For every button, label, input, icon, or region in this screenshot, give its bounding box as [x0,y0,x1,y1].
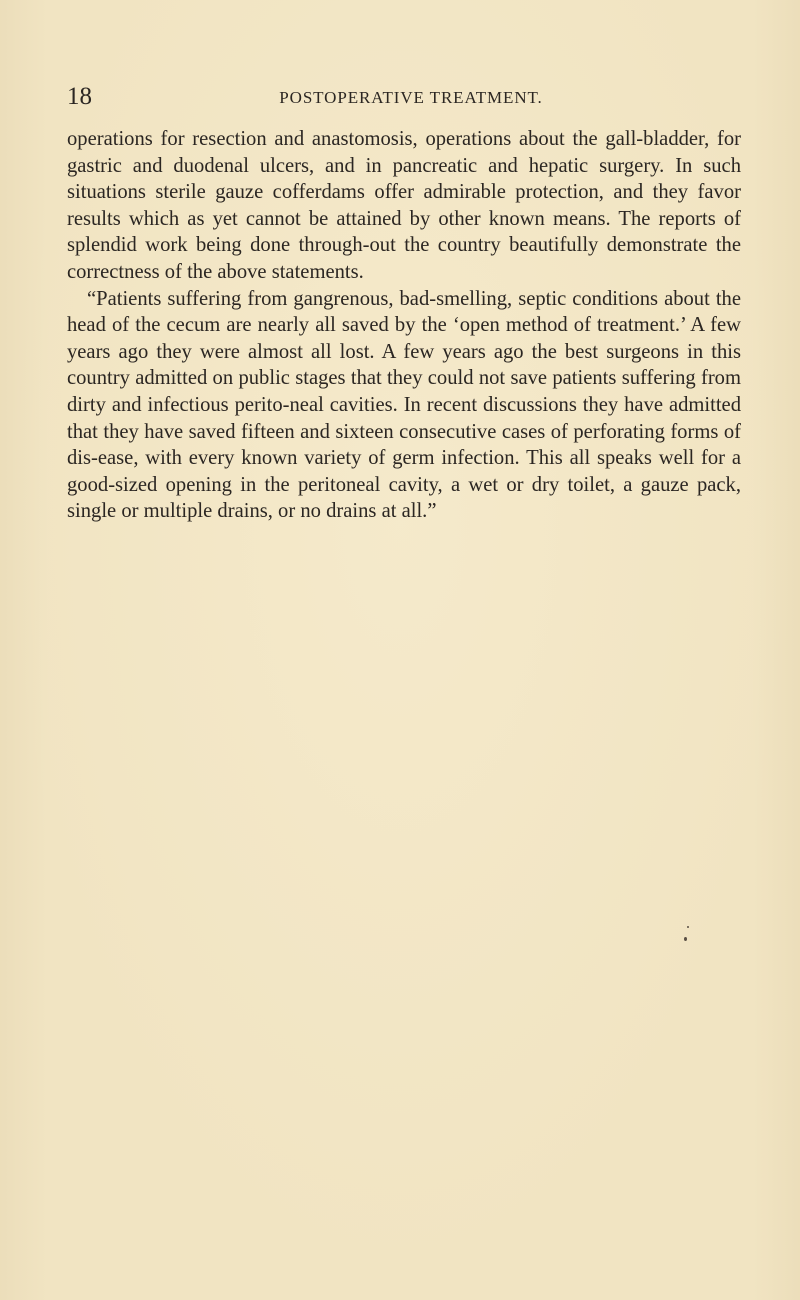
running-title: POSTOPERATIVE TREATMENT. [279,88,543,107]
paragraph-continued: operations for resection and anastomosis, operations about the gall-bladder, for gastric and duodenal ulcers, and in pancreatic and hepatic surgery. In such situations sterile gauze cofferdams offer admirable protection, and they favor results which as yet cannot be attained by other known means. The reports of splendid work being done through-out the country beautifully demonstrate the correctness of the above statements. [67,128,741,283]
ink-speck [684,937,687,941]
body-text [67,126,741,525]
paragraph-quotation: “Patients suffering from gangrenous, bad-smelling, septic conditions about the head of the cecum are nearly all saved by the ‘open method of treatment.’ A few years ago they were almost all lost. A few years ago the best surgeons in this country admitted on public stages that they could not save patients suffering from dirty and infectious perito-neal cavities. In recent discussions they have admitted that they have saved fifteen and sixteen consecutive cases of perforating forms of dis-ease, with every known variety of germ infection. This all speaks well for a good-sized opening in the peritoneal cavity, a wet or dry toilet, a gauze pack, single or multiple drains, or no drains at all.” [67,287,741,523]
page-number: 18 [67,83,92,110]
ink-speck [687,926,689,928]
page-header [67,82,741,112]
